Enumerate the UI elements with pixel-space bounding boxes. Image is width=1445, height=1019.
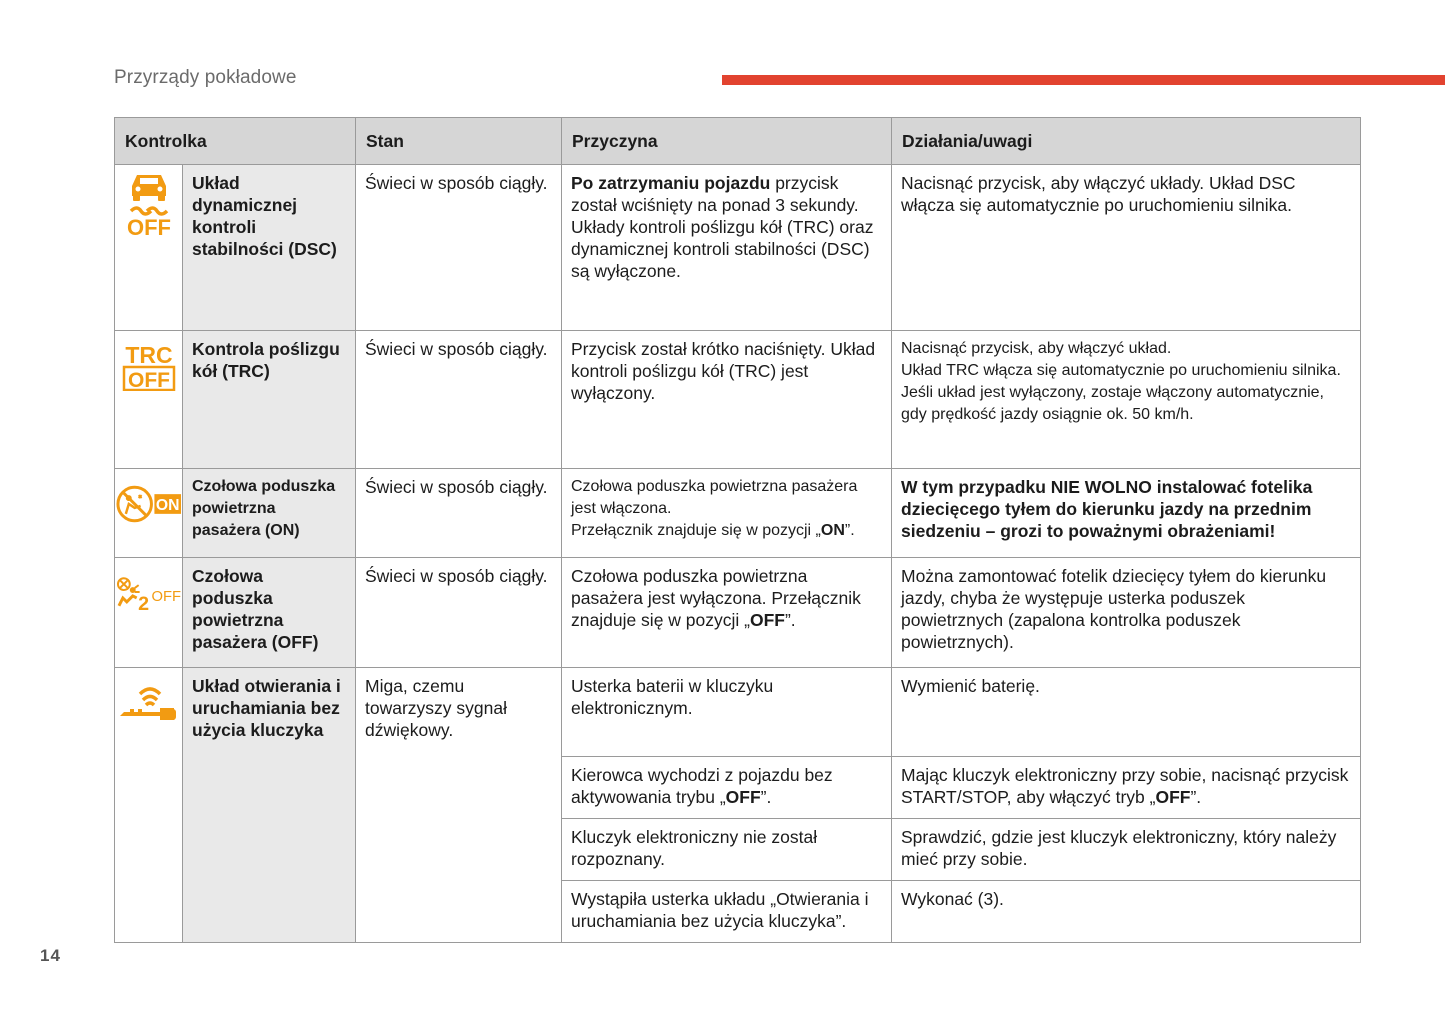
warning-name: Układ otwierania i uruchamiania bez użycia kluczyka: [192, 676, 341, 740]
cause-bold: OFF: [725, 787, 761, 807]
table-row: [115, 165, 1361, 331]
icon-cell: [115, 165, 183, 331]
cause-line: [571, 520, 882, 542]
action-cell: [892, 331, 1361, 469]
action-bold: OFF: [1155, 787, 1191, 807]
cause-post: ”.: [784, 610, 796, 630]
action-cell: [892, 668, 1361, 757]
airbag-off-icon-text: OFF: [151, 588, 182, 605]
cause-cell: [562, 819, 892, 881]
section-title: Przyrządy pokładowe: [114, 67, 297, 88]
cause-cell: [562, 757, 892, 819]
warning-lights-table: [114, 117, 1361, 943]
column-header-przyczyna: Przyczyna: [562, 118, 892, 165]
warning-name: Czołowa poduszka powietrzna pasażera (ON): [192, 478, 336, 539]
action-text: [892, 331, 1360, 426]
cause-pre: Kierowca wychodzi z pojazdu bez aktywowania trybu „: [571, 765, 833, 807]
column-header-dzialania: Działania/uwagi: [892, 118, 1361, 165]
cause-post: ”.: [844, 522, 855, 539]
state-text: Świeci w sposób ciągły.: [365, 339, 548, 359]
action-cell: [892, 757, 1361, 819]
cause-post: ”.: [760, 787, 772, 807]
cause-text: Wystąpiła usterka układu „Otwierania i uruchamiania bez użycia kluczyka”.: [571, 889, 869, 931]
cause-cell: [562, 558, 892, 668]
table-row: [115, 558, 1361, 668]
action-text: [892, 757, 1360, 808]
cause-bold: Po zatrzymaniu pojazdu: [571, 173, 771, 193]
passenger-airbag-on-icon: [115, 483, 182, 525]
cause-rest: przycisk został wciśnięty na ponad 3 sekundy. Układy kontroli poślizgu kół (TRC) oraz dynamicznej kontroli stabilności (DSC) są wyłączone.: [571, 173, 874, 281]
warning-name-cell: [183, 331, 356, 469]
action-cell: [892, 469, 1361, 558]
dsc-off-icon-text: OFF: [126, 215, 171, 237]
warning-name: Kontrola poślizgu kół (TRC): [192, 339, 340, 381]
action-post: ”.: [1190, 787, 1202, 807]
airbag-on-icon-text: ON: [155, 496, 180, 514]
cause-pre: Przełącznik znajduje się w pozycji „: [571, 522, 821, 539]
cause-bold: OFF: [749, 610, 785, 630]
smart-key-icon: [120, 684, 178, 722]
action-warning-text: W tym przypadku NIE WOLNO instalować fotelika dziecięcego tyłem do kierunku jazdy na przednim siedzeniu – grozi to poważnymi obrażeniami!: [901, 477, 1313, 541]
action-pre: Mając kluczyk elektroniczny przy sobie, nacisnąć przycisk START/STOP, aby włączyć tryb „: [901, 765, 1349, 807]
state-cell: [356, 469, 562, 558]
action-text: Wykonać (3).: [901, 889, 1004, 909]
table-header-row: [115, 118, 1361, 165]
cause-text: Kluczyk elektroniczny nie został rozpoznany.: [571, 827, 818, 869]
icon-cell: [115, 331, 183, 469]
action-line: Nacisnąć przycisk, aby włączyć układ.: [901, 340, 1172, 357]
cause-text: Usterka baterii w kluczyku elektronicznym.: [571, 676, 774, 718]
state-text: Świeci w sposób ciągły.: [365, 477, 548, 497]
state-cell: [356, 558, 562, 668]
cause-text: [562, 757, 891, 808]
cause-text: Przycisk został krótko naciśnięty. Układ kontroli poślizgu kół (TRC) jest wyłączony.: [571, 339, 876, 403]
icon-cell: [115, 469, 183, 558]
state-text: Miga, czemu towarzyszy sygnał dźwiękowy.: [365, 676, 507, 740]
airbag-off-icon-digit: 2: [138, 592, 150, 612]
state-text: Świeci w sposób ciągły.: [365, 566, 548, 586]
warning-name-cell: [183, 165, 356, 331]
action-cell: [892, 819, 1361, 881]
table-row: [115, 331, 1361, 469]
action-cell: [892, 558, 1361, 668]
warning-name-cell: [183, 469, 356, 558]
column-header-stan: Stan: [356, 118, 562, 165]
state-cell: [356, 668, 562, 943]
passenger-airbag-off-icon: [115, 576, 182, 612]
cause-text: [562, 469, 891, 542]
trc-icon-text-bottom: OFF: [127, 369, 170, 391]
warning-name-cell: [183, 558, 356, 668]
cause-cell: [562, 469, 892, 558]
icon-cell: [115, 668, 183, 943]
dsc-off-icon: [123, 171, 175, 237]
cause-cell: [562, 331, 892, 469]
cause-cell: [562, 165, 892, 331]
warning-name-cell: [183, 668, 356, 943]
state-cell: [356, 331, 562, 469]
action-text: Można zamontować fotelik dziecięcy tyłem do kierunku jazdy, chyba że występuje usterka poduszek powietrznych (zapalona kontrolka poduszek powietrznych).: [901, 566, 1327, 652]
cause-line: Czołowa poduszka powietrzna pasażera jest włączona.: [571, 478, 858, 517]
cause-text: [562, 165, 891, 282]
table-row: [115, 668, 1361, 757]
action-cell: [892, 881, 1361, 943]
state-cell: [356, 165, 562, 331]
header-accent-bar: [722, 75, 1445, 85]
warning-name: Układ dynamicznej kontroli stabilności (DSC): [192, 173, 337, 259]
action-line: Jeśli układ jest wyłączony, zostaje włączony automatycznie, gdy prędkość jazdy osiągnie ok. 50 km/h.: [901, 384, 1324, 423]
action-cell: [892, 165, 1361, 331]
action-line: Układ TRC włącza się automatycznie po uruchomieniu silnika.: [901, 362, 1341, 379]
cause-bold: ON: [820, 522, 845, 539]
cause-cell: [562, 668, 892, 757]
page-number: 14: [40, 946, 61, 965]
icon-cell: [115, 558, 183, 668]
warning-name: Czołowa poduszka powietrzna pasażera (OFF): [192, 566, 319, 652]
trc-off-icon: [121, 341, 177, 391]
cause-cell: [562, 881, 892, 943]
action-text: Sprawdzić, gdzie jest kluczyk elektroniczny, który należy mieć przy sobie.: [901, 827, 1337, 869]
action-text: Wymienić baterię.: [901, 676, 1040, 696]
trc-icon-text-top: TRC: [124, 342, 173, 368]
cause-text: [562, 558, 891, 631]
table-row: [115, 469, 1361, 558]
column-header-kontrolka: Kontrolka: [115, 118, 356, 165]
action-text: Nacisnąć przycisk, aby włączyć układy. Układ DSC włącza się automatycznie po uruchomieniu silnika.: [901, 173, 1296, 215]
cause-pre: Czołowa poduszka powietrzna pasażera jest wyłączona. Przełącznik znajduje się w pozycji „: [571, 566, 861, 630]
state-text: Świeci w sposób ciągły.: [365, 173, 548, 193]
